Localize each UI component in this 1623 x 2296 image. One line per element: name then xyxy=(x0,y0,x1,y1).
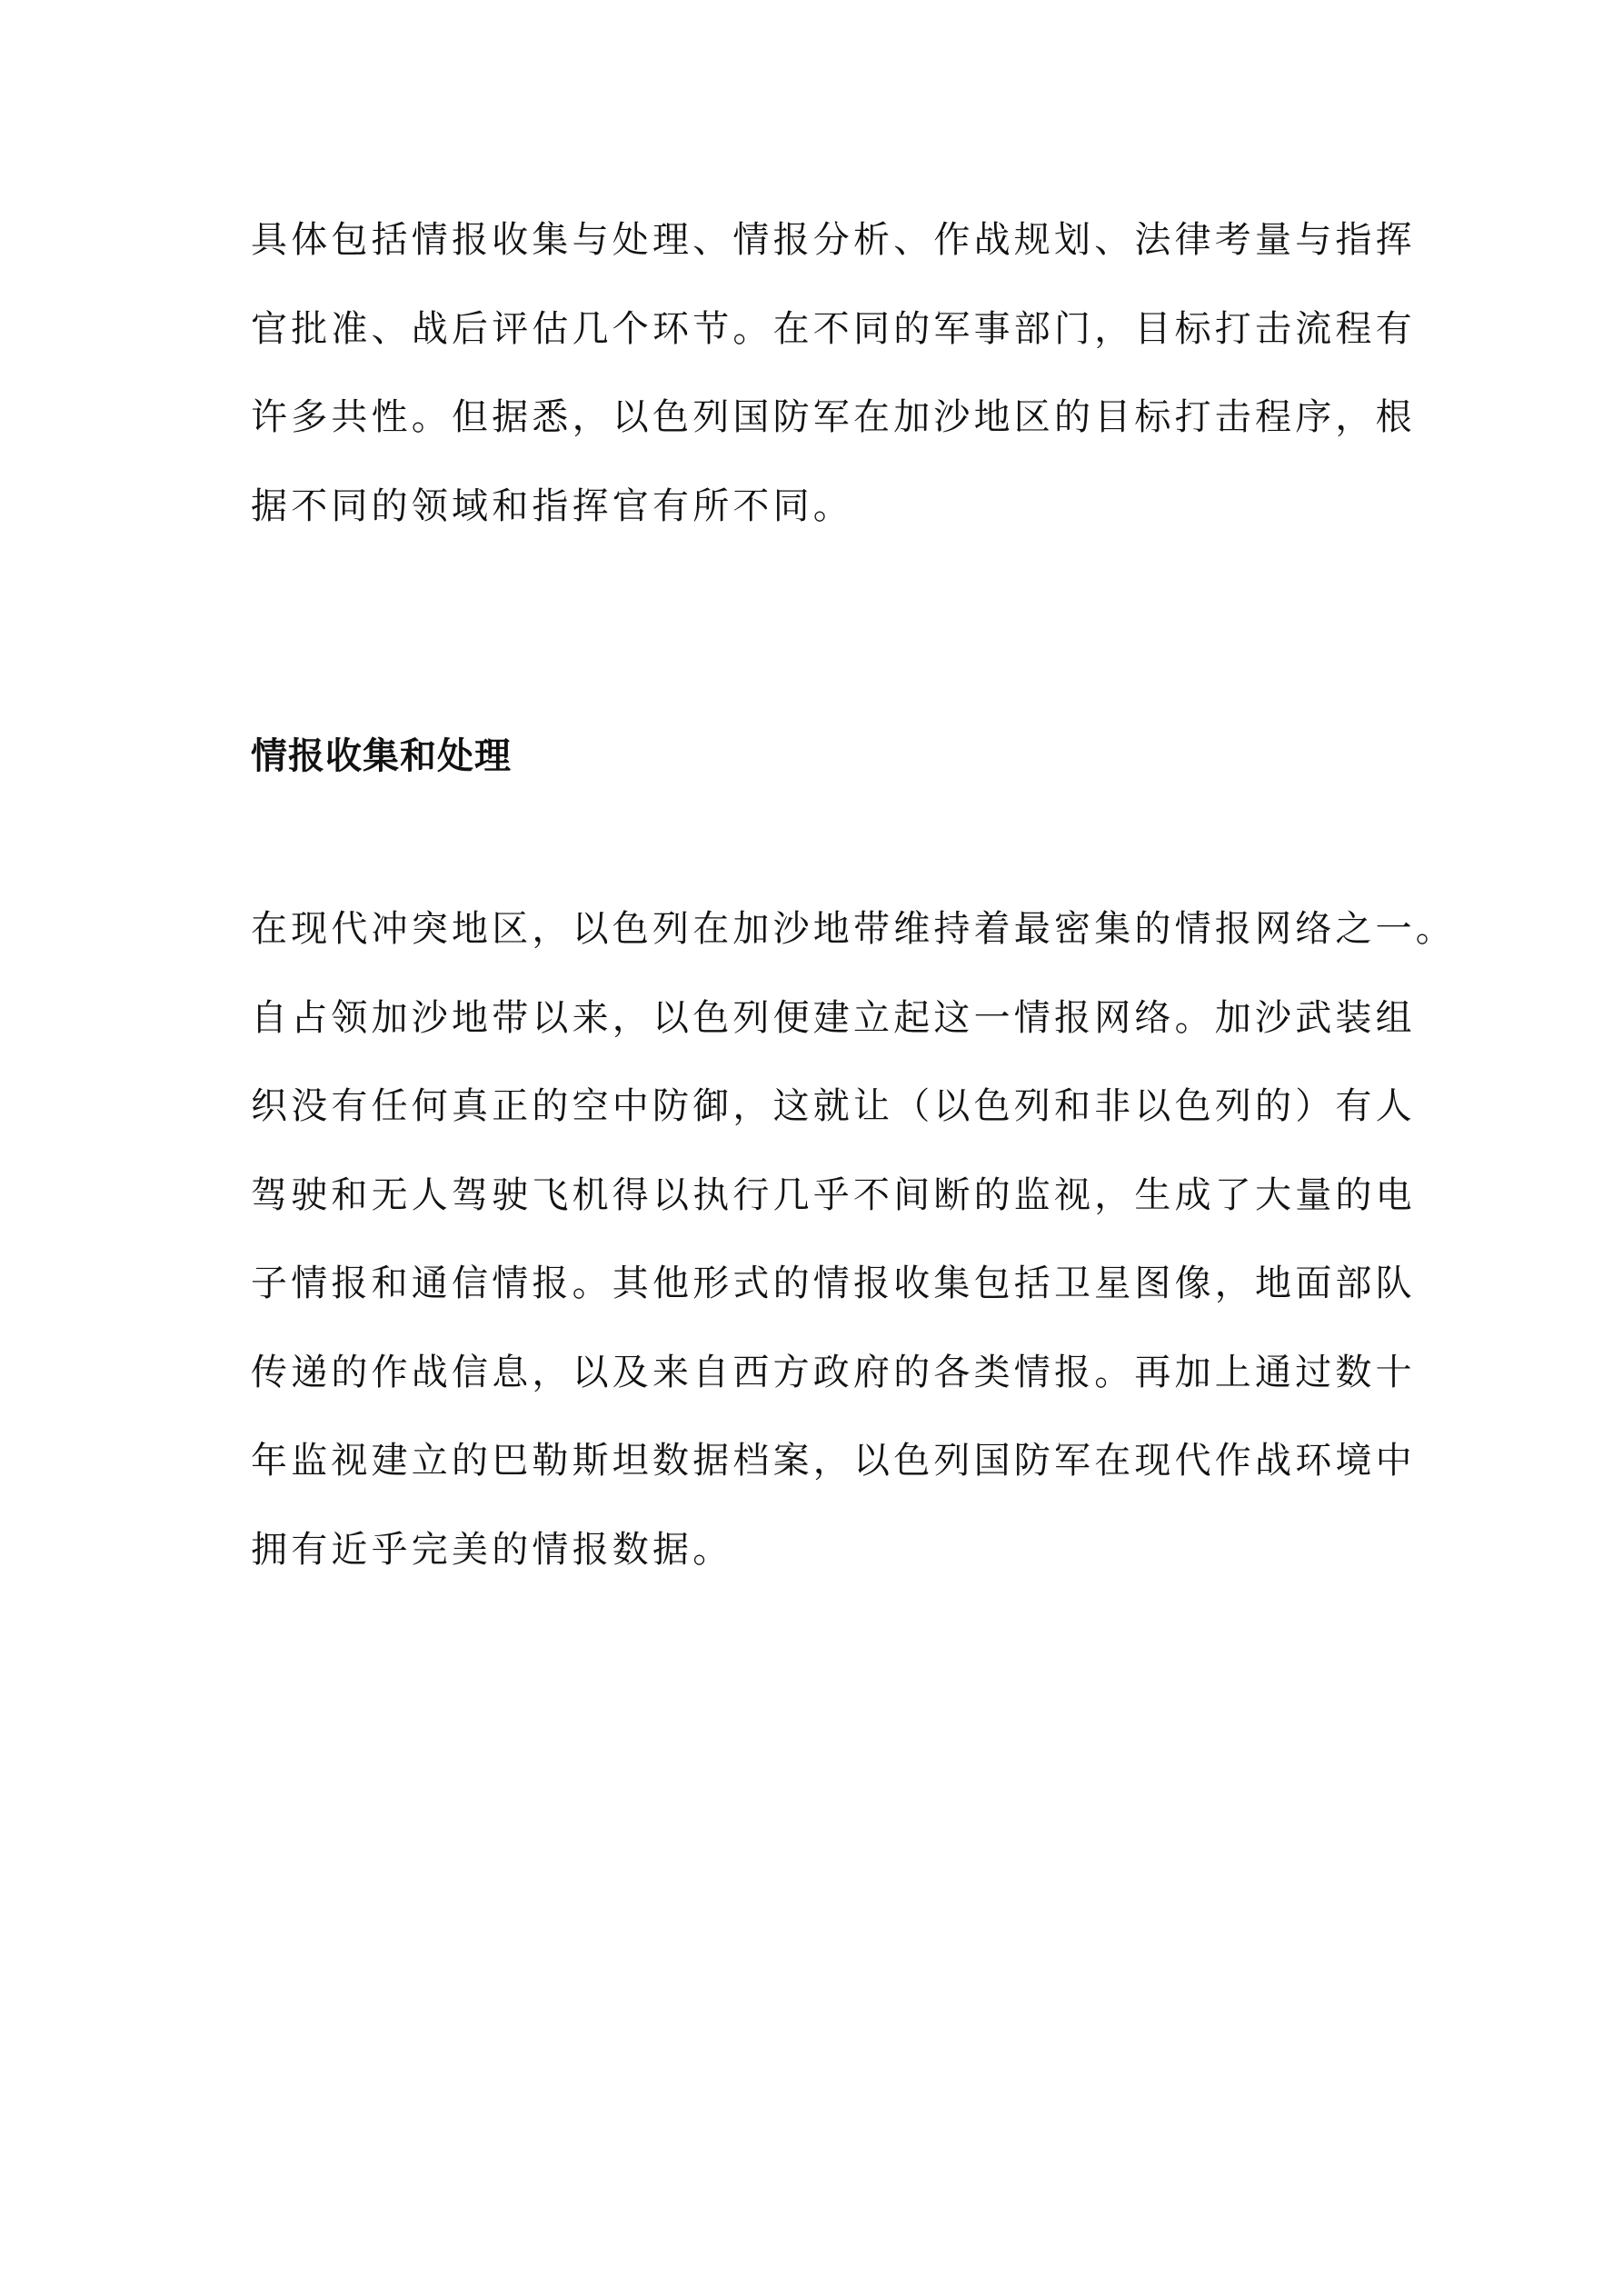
paragraph-line: 拥有近乎完美的情报数据。 xyxy=(251,1529,733,1571)
paragraph-line: 具体包括情报收集与处理、情报分析、作战规划、法律考量与指挥 xyxy=(251,219,1416,261)
paragraph-line: 子情报和通信情报。其他形式的情报收集包括卫星图像，地面部队 xyxy=(251,1263,1416,1304)
section-heading: 情报收集和处理 xyxy=(251,734,512,777)
paragraph-line: 官批准、战后评估几个环节。在不同的军事部门，目标打击流程有 xyxy=(251,308,1416,350)
paragraph-line: 驾驶和无人驾驶飞机得以执行几乎不间断的监视，生成了大量的电 xyxy=(251,1174,1416,1216)
paragraph-line: 据不同的领域和指挥官有所不同。 xyxy=(251,485,853,527)
paragraph-line: 织没有任何真正的空中防御，这就让（以色列和非以色列的）有人 xyxy=(251,1085,1416,1127)
paragraph-line: 许多共性。但据悉，以色列国防军在加沙地区的目标打击程序，根 xyxy=(251,396,1416,438)
paragraph-line: 自占领加沙地带以来，以色列便建立起这一情报网络。加沙武装组 xyxy=(251,997,1416,1039)
paragraph-line: 年监视建立的巴勒斯坦数据档案，以色列国防军在现代作战环境中 xyxy=(251,1440,1416,1482)
paragraph-line: 传递的作战信息，以及来自西方政府的各类情报。再加上通过数十 xyxy=(251,1352,1416,1393)
paragraph-line: 在现代冲突地区，以色列在加沙地带维持着最密集的情报网络之一。 xyxy=(251,908,1456,950)
